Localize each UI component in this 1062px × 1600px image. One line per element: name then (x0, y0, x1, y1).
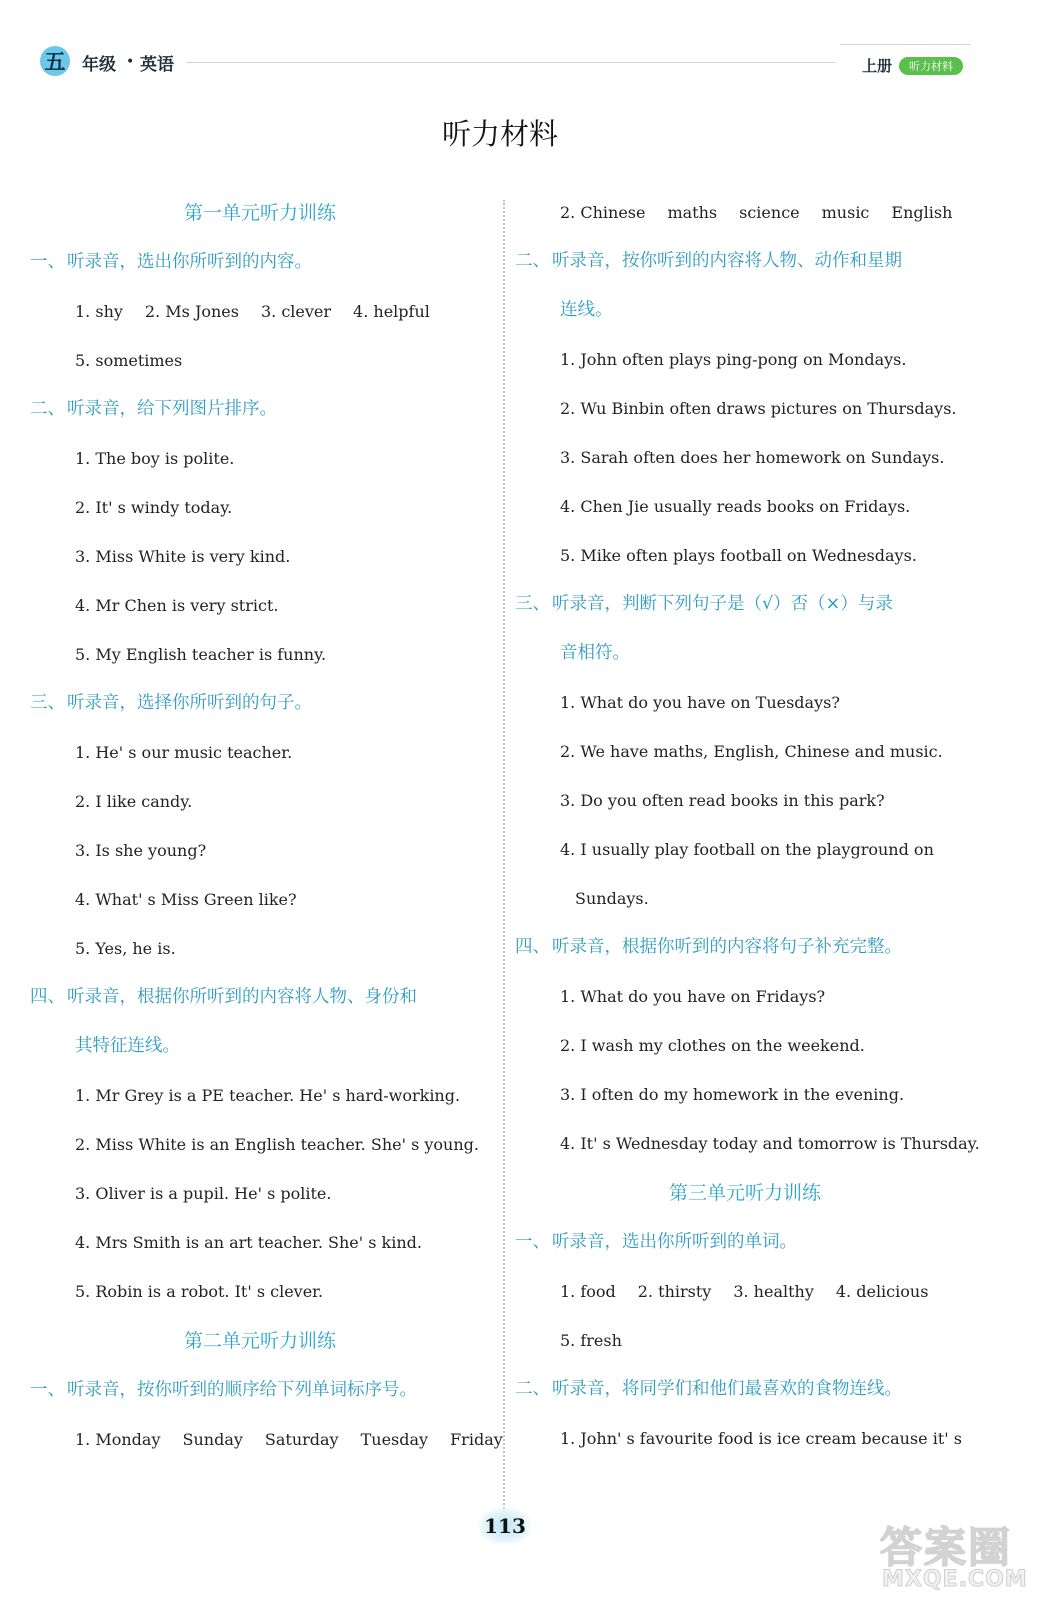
list-item: 4. Mr Chen is very strict. (75, 596, 279, 615)
word: music (821, 203, 870, 222)
section-number: 二、 (515, 251, 550, 271)
word-row: 5. fresh (560, 1331, 622, 1350)
left-column (30, 188, 503, 1464)
section-text-continued: 连线。 (560, 300, 613, 320)
list-item: 3. Oliver is a pupil. He' s polite. (75, 1184, 332, 1203)
section-number: 三、 (515, 594, 550, 614)
section-number: 四、 (30, 987, 65, 1007)
subject-label: 英语 (140, 55, 174, 75)
word: 4. helpful (353, 302, 430, 321)
list-item: 1. John' s favourite food is ice cream because it' s (560, 1429, 962, 1448)
section-heading (515, 1218, 975, 1267)
section-number: 二、 (515, 1379, 550, 1399)
list-item: 2. Wu Binbin often draws pictures on Thursdays. (560, 399, 957, 418)
section-text: 听录音，按你听到的内容将人物、动作和星期 (552, 251, 902, 271)
header-rule-right (840, 44, 970, 45)
separator-dot: • (126, 54, 135, 70)
list-item: 2. It' s windy today. (75, 498, 233, 517)
list-item: 2. Miss White is an English teacher. She' s young. (75, 1135, 479, 1154)
section-heading (515, 237, 975, 335)
list-item: 2. We have maths, English, Chinese and music. (560, 742, 943, 761)
list-item: 5. Robin is a robot. It' s clever. (75, 1282, 324, 1301)
word: Tuesday (360, 1430, 429, 1449)
list-item: 5. Mike often plays football on Wednesdays. (560, 546, 917, 565)
section-number: 三、 (30, 693, 65, 713)
watermark-logo (880, 1515, 1050, 1595)
section-text: 听录音，将同学们和他们最喜欢的食物连线。 (552, 1379, 902, 1399)
header-rule (186, 62, 836, 63)
section-text: 听录音，选出你所听到的内容。 (67, 252, 312, 272)
section-heading (515, 1365, 975, 1414)
word: 1. shy (75, 302, 123, 321)
list-item: 5. My English teacher is funny. (75, 645, 327, 664)
word-row (515, 188, 975, 237)
section-text: 听录音，根据你所听到的内容将人物、身份和 (67, 987, 417, 1007)
list-item: 4. Mrs Smith is an art teacher. She' s kind. (75, 1233, 422, 1252)
section-text: 听录音，根据你听到的内容将句子补充完整。 (552, 937, 902, 957)
list-item: 2. I like candy. (75, 792, 193, 811)
section-text: 听录音，判断下列句子是（√）否（×）与录 (552, 594, 893, 614)
volume-label: 上册 (862, 57, 893, 75)
list-item: 3. Sarah often does her homework on Sundays. (560, 448, 945, 467)
watermark-text: 答案圈 (880, 1523, 1013, 1572)
right-column (515, 188, 980, 1463)
unit-title: 第三单元听力训练 (668, 1182, 821, 1204)
section-heading (30, 385, 490, 434)
word-row (30, 1415, 503, 1464)
section-text: 听录音，按你听到的顺序给下列单词标序号。 (67, 1380, 417, 1400)
word-row (515, 1267, 975, 1316)
section-heading (30, 679, 490, 728)
word: 2. thirsty (637, 1282, 712, 1301)
list-item: 3. Do you often read books in this park? (560, 791, 885, 810)
section-text-continued: 其特征连线。 (75, 1036, 180, 1056)
section-text-continued: 音相符。 (560, 643, 630, 663)
list-item: 4. It' s Wednesday today and tomorrow is Thursday. (560, 1134, 980, 1153)
word: Sunday (182, 1430, 243, 1449)
watermark-url: MXQE.COM (882, 1567, 1028, 1592)
word: Saturday (264, 1430, 339, 1449)
unit-title: 第一单元听力训练 (183, 202, 336, 224)
word-row (30, 287, 490, 336)
section-text: 听录音，选择你所听到的句子。 (67, 693, 312, 713)
list-item: 5. Yes, he is. (75, 939, 176, 958)
section-text: 听录音，选出你所听到的单词。 (552, 1232, 797, 1252)
section-heading (515, 580, 975, 678)
list-item: 4. Chen Jie usually reads books on Fridays. (560, 497, 911, 516)
word: Friday (450, 1430, 503, 1449)
list-item: 2. I wash my clothes on the weekend. (560, 1036, 865, 1055)
list-item: 1. What do you have on Tuesdays? (560, 693, 840, 712)
list-item: 1. He' s our music teacher. (75, 743, 293, 762)
word: maths (667, 203, 718, 222)
word-row: 5. sometimes (75, 351, 183, 370)
word: 1. Monday (75, 1430, 161, 1449)
list-item: 4. What' s Miss Green like? (75, 890, 297, 909)
section-number: 二、 (30, 399, 65, 419)
section-number: 一、 (515, 1232, 550, 1252)
section-number: 一、 (30, 252, 65, 272)
list-item-continued: Sundays. (575, 889, 649, 908)
section-heading (515, 923, 975, 972)
word: 2. Ms Jones (144, 302, 239, 321)
grade-label: 年级 (82, 55, 116, 75)
list-item: 3. Miss White is very kind. (75, 547, 291, 566)
list-item: 1. John often plays ping-pong on Mondays. (560, 350, 907, 369)
page-title: 听力材料 (441, 117, 558, 151)
word: 3. healthy (733, 1282, 814, 1301)
list-item: 3. Is she young? (75, 841, 207, 860)
list-item: 1. The boy is polite. (75, 449, 235, 468)
list-item: 4. I usually play football on the playground on (560, 840, 934, 859)
section-heading (30, 973, 490, 1071)
word: 2. Chinese (560, 203, 646, 222)
word: 1. food (560, 1282, 616, 1301)
word: English (891, 203, 953, 222)
column-divider (503, 200, 505, 1520)
brand-badge: 听力材料 (899, 57, 963, 75)
section-text: 听录音，给下列图片排序。 (67, 399, 277, 419)
list-item: 3. I often do my homework in the evening. (560, 1085, 905, 1104)
list-item: 1. What do you have on Fridays? (560, 987, 826, 1006)
grade-badge: 五 (40, 46, 70, 76)
page-number: 113 (479, 1508, 531, 1544)
word: 3. clever (260, 302, 332, 321)
section-heading (30, 238, 490, 287)
page-header (0, 0, 1062, 100)
list-item: 1. Mr Grey is a PE teacher. He' s hard-working. (75, 1086, 461, 1105)
section-number: 四、 (515, 937, 550, 957)
section-number: 一、 (30, 1380, 65, 1400)
word: science (739, 203, 800, 222)
unit-title: 第二单元听力训练 (183, 1330, 336, 1352)
word: 4. delicious (835, 1282, 929, 1301)
section-heading (30, 1366, 490, 1415)
